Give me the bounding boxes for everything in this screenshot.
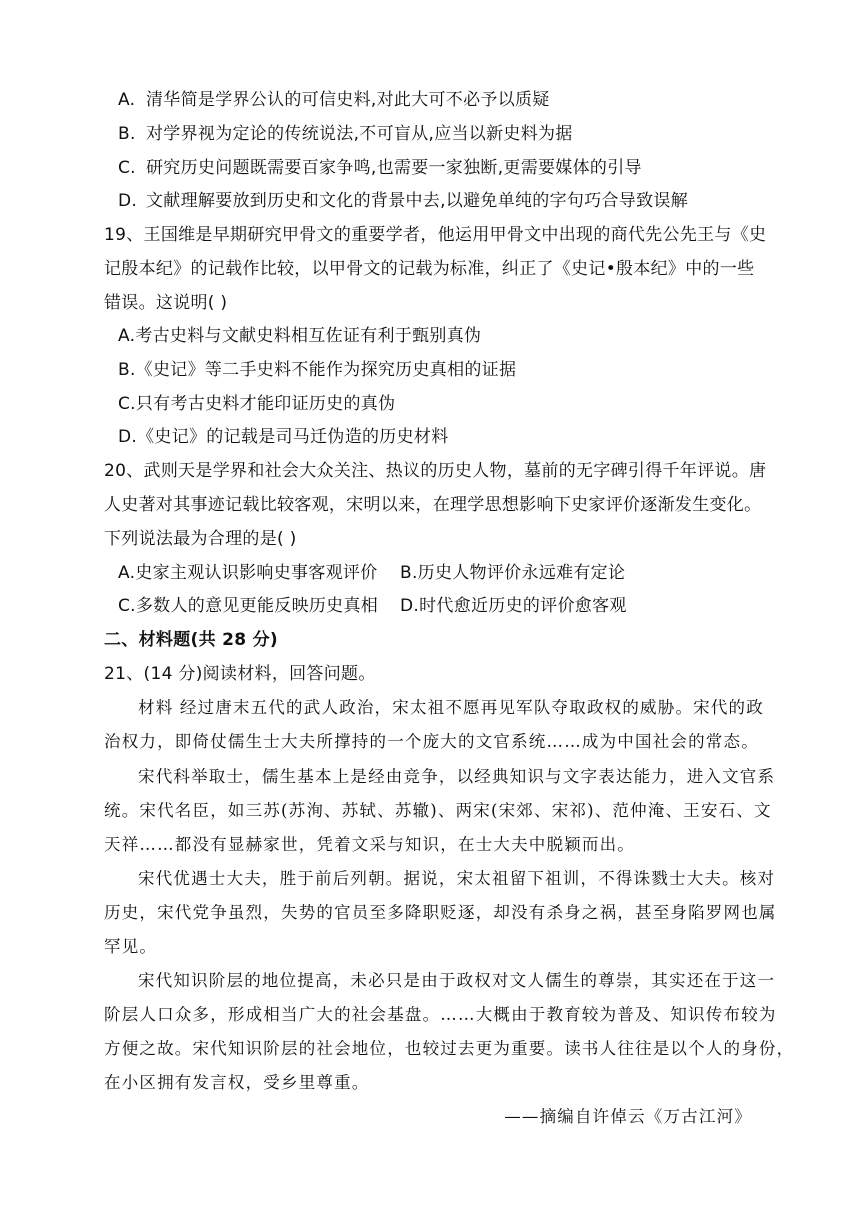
option-label: A. — [118, 90, 136, 110]
q21-stem: 21、(14 分)阅读材料，回答问题。 — [104, 664, 376, 684]
material-line: 宋代知识阶层的地位提高，未必只是由于政权对文人儒生的尊崇，其实还在于这一 — [138, 971, 776, 990]
material-line: 统。宋代名臣，如三苏(苏洵、苏轼、苏辙)、两宋(宋郊、宋祁)、范仲淹、王安石、文 — [104, 801, 772, 820]
q20-stem-line: 人史著对其事迹记载比较客观，宋明以来，在理学思想影响下史家评价逐渐发生变化。 — [104, 495, 762, 515]
option-text: 对学界视为定论的传统说法,不可盲从,应当以新史料为据 — [146, 124, 573, 144]
option-text: 研究历史问题既需要百家争鸣,也需要一家独断,更需要媒体的引导 — [146, 158, 642, 178]
material-line: 阶层人口众多，形成相当广大的社会基盘。……大概由于教育较为普及、知识传布较为 — [104, 1005, 777, 1024]
material-line: 宋代科举取士，儒生基本上是经由竞争，以经典知识与文字表达能力，进入文官系 — [138, 767, 776, 786]
q20-option-c: C.多数人的意见更能反映历史真相 — [118, 596, 379, 616]
material-line: 天祥……都没有显赫家世，凭着文采与知识，在士大夫中脱颖而出。 — [104, 835, 635, 854]
q19-stem-line: 19、王国维是早期研究甲骨文的重要学者，他运用甲骨文中出现的商代先公先王与《史 — [104, 225, 767, 245]
q20-option-d: D.时代愈近历史的评价愈客观 — [400, 596, 627, 616]
q18-option-b — [118, 123, 573, 145]
option-text: 清华简是学界公认的可信史料,对此大可不必予以质疑 — [146, 90, 550, 110]
option-label: B. — [118, 124, 136, 144]
q19-stem-line: 记殷本纪》的记载作比较，以甲骨文的记载为标准，纠正了《史记•殷本纪》中的一些 — [104, 259, 755, 279]
q19-option-d: D.《史记》的记载是司马迁伪造的历史材料 — [118, 427, 449, 447]
q19-stem-line: 错误。这说明( ) — [104, 293, 228, 313]
option-label: D. — [118, 191, 138, 211]
q18-option-d — [118, 190, 688, 212]
q20-stem-line: 20、武则天是学界和社会大众关注、热议的历史人物，墓前的无字碑引得千年评说。唐 — [104, 461, 767, 481]
q18-option-c — [118, 157, 642, 179]
material-line: 治权力，即倚仗儒生士大夫所撑持的一个庞大的文官系统……成为中国社会的常态。 — [104, 732, 759, 751]
material-line: 宋代优遇士大夫，胜于前后列朝。据说，宋太祖留下祖训，不得诛戮士大夫。核对 — [138, 869, 776, 888]
section-heading: 二、材料题(共 28 分) — [104, 630, 278, 650]
material-line: 材料 经过唐末五代的武人政治，宋太祖不愿再见军队夺取政权的威胁。宋代的政 — [138, 698, 764, 717]
q20-stem-line: 下列说法最为合理的是( ) — [104, 529, 297, 549]
q20-option-b: B.历史人物评价永远难有定论 — [400, 563, 626, 583]
material-line: 在小区拥有发言权，受乡里尊重。 — [104, 1073, 370, 1092]
q18-option-a — [118, 89, 550, 111]
q19-option-a: A.考古史料与文献史料相互佐证有利于甄别真伪 — [118, 326, 482, 346]
option-label: C. — [118, 158, 136, 178]
q19-option-c: C.只有考古史料才能印证历史的真伪 — [118, 394, 396, 414]
material-line: 历史，宋代党争虽烈，失势的官员至多降职贬逐，却没有杀身之祸，甚至身陷罗网也属 — [104, 903, 777, 922]
source-citation: ——摘编自许倬云《万古江河》 — [504, 1107, 752, 1126]
q19-option-b: B.《史记》等二手史料不能作为探究历史真相的证据 — [118, 360, 517, 380]
material-line: 罕见。 — [104, 937, 158, 956]
option-text: 文献理解要放到历史和文化的背景中去,以避免单纯的字句巧合导致误解 — [146, 191, 689, 211]
q20-option-a: A.史家主观认识影响史事客观评价 — [118, 563, 378, 583]
material-line: 方便之故。宋代知识阶层的社会地位，也较过去更为重要。读书人往往是以个人的身份， — [104, 1039, 795, 1058]
